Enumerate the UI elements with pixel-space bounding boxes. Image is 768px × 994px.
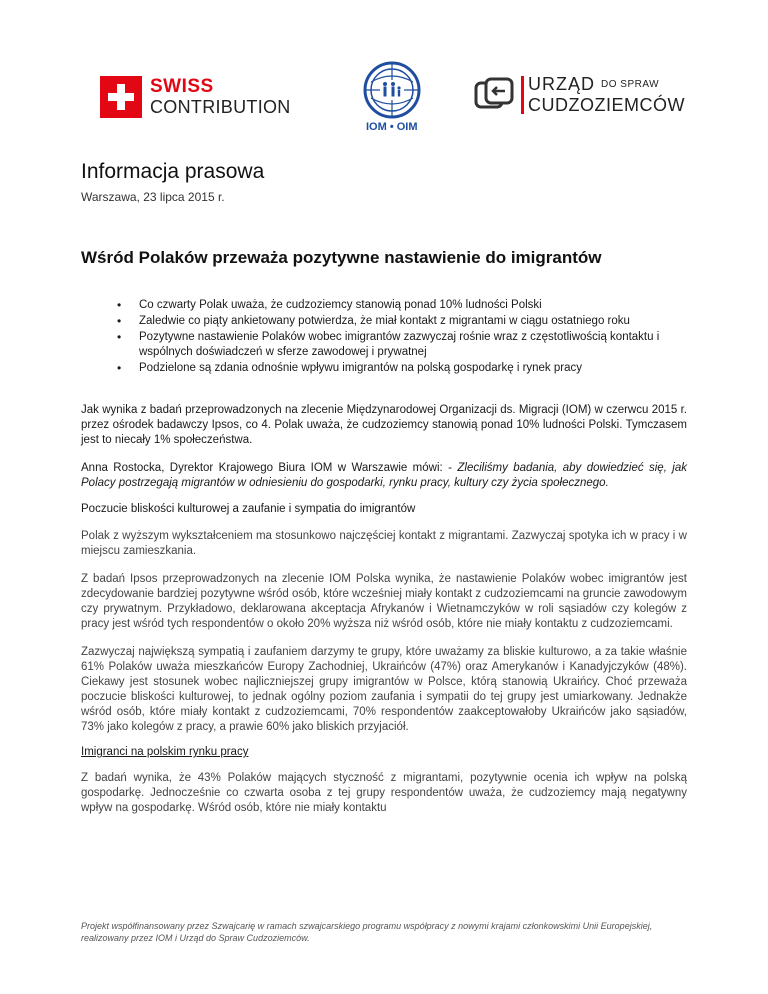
udsc-logo-do-spraw: DO SPRAW	[601, 79, 660, 90]
key-point: • Co czwarty Polak uważa, że cudzoziemcy stanowią ponad 10% ludności Polski	[117, 298, 687, 313]
swiss-cross-icon	[100, 76, 142, 118]
swiss-contribution-logo	[100, 76, 300, 118]
section2-paragraph: Z badań wynika, że 43% Polaków mających styczność z migrantami, pozytywnie ocenia ich wpływ na polską gospodarkę. Jednocześnie co czwarta osoba z tej grupy respondentów uważa, że cudzoziemcy mają negatywny wpływ na gospodarkę. Wśród osób, które nie miały kontaktu	[81, 772, 687, 814]
swiss-logo-line2: CONTRIBUTION	[150, 97, 291, 117]
udsc-logo-line2: CUDZOZIEMCÓW	[528, 95, 685, 115]
section1-paragraph: Z badań Ipsos przeprowadzonych na zlecenie IOM Polska wynika, że nastawienie Polaków wobec imigrantów jest zdecydowanie bardziej pozytywne wśród osób, które wcześniej miały kontakt z cudzoziemcami na gruncie zawodowym czy prywatnym. Przykładowo, deklarowana akceptacja Afrykanów i Wietnamczyków w roli sąsiadów czy kolegów z pracy jest wśród tych respondentów o około 20% wyższa niż wśród osób, które nie miały kontaktu z cudzoziemcami.	[81, 573, 687, 630]
logo-bar	[0, 0, 768, 140]
iom-logo-text: IOM • OIM	[366, 121, 418, 133]
press-release-body	[81, 160, 687, 816]
section1-title: Poczucie bliskości kulturowej a zaufanie i sympatia do imigrantów	[81, 503, 416, 515]
section1-paragraph: Zazwyczaj największą sympatią i zaufaniem darzymy te grupy, które uważamy za bliskie kulturowo, a za takie właśnie 61% Polaków uważa mieszkańców Europy Zachodniej, Ukraińców (47%) oraz Amerykanów i Kanadyjczyków (48%). Ciekawy jest stosunek wobec najliczniejszej grupy imigrantów w Polsce, którą stanowią Ukraińcy. Choć przeważa poczucie bliskości kulturowej, to jednak ogólny poziom zaufania i sympatii do tej grupy jest umiarkowany. Jednakże wśród osób, które miały kontakt z cudzoziemcami, 70% respondentów zaakceptowałoby Ukraińców jako sąsiadów, 73% jako kolegów z pracy, a prawie 60% jako bliskich przyjaciół.	[81, 646, 687, 733]
udsc-emblem-icon	[474, 77, 514, 113]
key-point: • Podzielone są zdania odnośnie wpływu imigrantów na polską gospodarkę i rynek pracy	[117, 361, 687, 376]
udsc-logo-line1	[528, 74, 659, 95]
dateline: Warszawa, 23 lipca 2015 r.	[81, 190, 225, 204]
intro-paragraph: Jak wynika z badań przeprowadzonych na zlecenie Międzynarodowej Organizacji ds. Migracji (IOM) w czerwcu 2015 r. przez ośrodek badawczy Ipsos, co 4. Polak uważa, że cudzoziemcy stanowią ponad 10% ludności Polski. Tymczasem jest to niecały 1% społeczeństwa.	[81, 404, 687, 446]
headline: Wśród Polaków przeważa pozytywne nastawienie do imigrantów	[81, 248, 602, 267]
section1-paragraph: Polak z wyższym wykształceniem ma stosunkowo najczęściej kontakt z migrantami. Zazwyczaj spotyka ich w pracy i w miejscu zamieszkania.	[81, 530, 687, 557]
key-point: • Pozytywne nastawienie Polaków wobec imigrantów zazwyczaj rośnie wraz z częstotliwością kontaktu i wspólnych doświadczeń w sferze zawodowej i prywatnej	[117, 330, 687, 360]
udsc-logo-urzad: URZĄD	[528, 74, 595, 94]
quote-text: Zleciliśmy badania, aby dowiedzieć się, jak Polacy postrzegają migrantów w odniesieniu do gospodarki, rynku pracy, kultury czy życia społecznego.	[81, 462, 688, 489]
key-point: • Zaledwie co piąty ankietowany potwierdza, że miał kontakt z migrantami w ciągu ostatniego roku	[117, 314, 687, 329]
document-title: Informacja prasowa	[81, 160, 265, 183]
quote-lead: Anna Rostocka, Dyrektor Krajowego Biura IOM w Warszawie mówi: -	[81, 462, 458, 474]
udsc-red-bar	[521, 76, 524, 114]
funding-footnote: Projekt współfinansowany przez Szwajcarię w ramach szwajcarskiego programu współpracy z nowymi krajami członkowskimi Unii Europejskiej, realizowany przez IOM i Urząd do Spraw Cudzoziemców.	[81, 921, 653, 943]
quote-paragraph	[81, 461, 687, 491]
key-points-list	[81, 298, 687, 376]
udsc-logo	[474, 74, 685, 118]
iom-logo	[362, 60, 422, 136]
section2-title: Imigranci na polskim rynku pracy	[81, 746, 249, 758]
swiss-logo-line1: SWISS	[150, 76, 214, 97]
iom-emblem-icon	[362, 60, 422, 120]
